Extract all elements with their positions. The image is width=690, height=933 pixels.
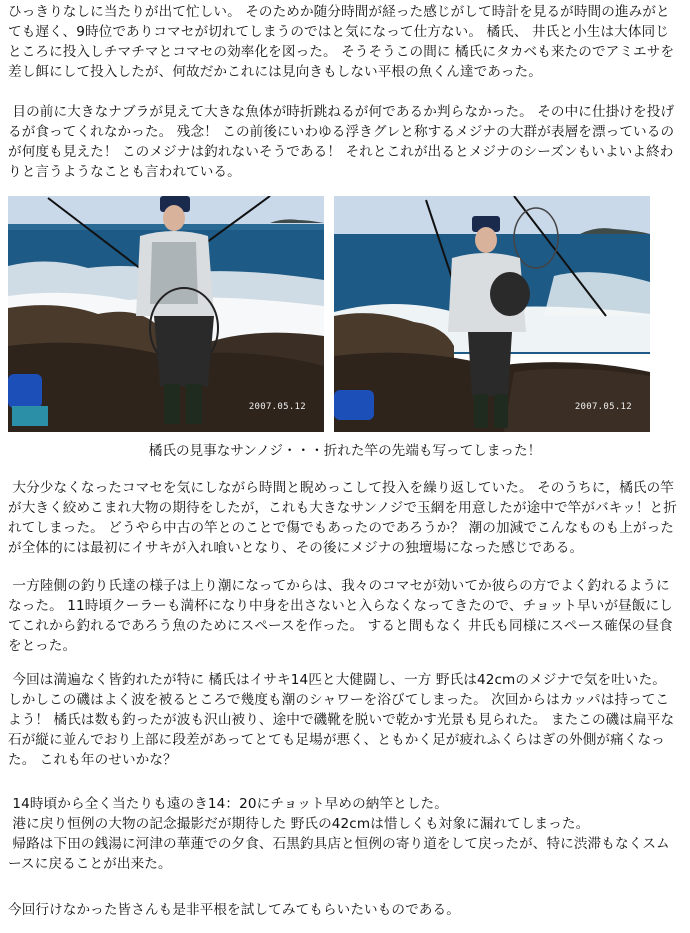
body-paragraph-7: 今回行けなかった皆さんも是非平根を試してみてもらいたいものである。 — [8, 902, 460, 918]
body-paragraph-2: 目の前に大きなナブラが見えて大きな魚体が時折跳ねるが何であるか判らなかった。 その中に仕掛けを投げるが食ってくれなかった。 残念！ この前後にいわゆる浮きグレと称するメジナの大群が表層を漂っているのが何度も見えた！ このメジナは釣れないそうである！ それとこれが出るとメジナのシーズンもいよいよ終わりと言うようなことも言われている。 — [8, 104, 675, 180]
body-paragraph-6: 14時頃から全く当たりも遠のき14：20にチョット早めの納竿とした。 港に戻り恒例の大物の記念撮影だが期待した 野氏の42cmは惜しくも対象に漏れてしまった。 帰路は下田の銭湯に河津の華蓮での夕食、石黒釣具店と恒例の寄り道をして戻ったが、特に渋滞もなくスムースに戻ることが出来た。 — [8, 796, 670, 872]
photo-left-image — [8, 196, 324, 432]
body-paragraph-4: 一方陸側の釣り氏達の様子は上り潮になってからは、我々のコマセが効いてか彼らの方でよく釣れるようになった。 11時頃クーラーも満杯になり中身を出さないと入らなくなってきたので、チョット早いが昼飯にしてこれから釣れるであろう魚のためにスペースを作った。 すると間もなく 井氏も同様にスペース確保の昼食をとった。 — [8, 578, 673, 654]
photo-right-image — [334, 196, 650, 432]
photo-caption: 橘氏の見事なサンノジ・・・折れた竿の先端も写ってしまった！ — [148, 443, 542, 459]
photo-angler-with-fish — [334, 196, 650, 432]
body-paragraph-5: 今回は満遍なく皆釣れたが特に 橘氏はイサキ14匹と大健闘し、一方 野氏は42cmのメジナで気を吐いた。 しかしこの磯はよく波を被るところで幾度も潮のシャワーを浴びてしまった。 次回からはカッパは持ってこよう！ 橘氏は数も釣ったが波も沢山被り、途中で磯靴を脱いで乾かす光景も見られた。 またこの磯は扁平な石が縦に並んでおり上部に段差があってとても足場が悪く、ともかく足が疲れふくらはぎの外側が痛くなった。 これも年のせいかな？ — [8, 672, 675, 768]
photo-angler-with-net — [8, 196, 324, 432]
photo-date-stamp: 2007.05.12 — [248, 402, 306, 412]
body-paragraph-1: ひっきりなしに当たりが出て忙しい。 そのためか随分時間が経った感じがして時計を見るが時間の進みがとても遅く、9時位でありコマセが切れてしまうのではと気になって仕方ない。 橘氏、 井氏と小生は大体同じところに投入しチマチマとコマセの効率化を図った。 そうそうこの間に 橘氏にタカベも来たのでアミエサを差し餌にして投入したが、何故だかこれには見向きもしない平根の魚くん達であった。 — [8, 4, 675, 80]
photo-date-stamp: 2007.05.12 — [574, 402, 632, 412]
body-paragraph-3: 大分少なくなったコマセを気にしながら時間と睨めっこして投入を繰り返していた。 そのうちに，橘氏の竿が大きく絞めこまれ大物の期待をしたが，これも大きなサンノジで玉網を用意したが途中で竿がバキッ！と折れてしまった。 どうやら中古の竿とのことで傷でもあったのであろうか？ 潮の加減でこんなものも上がったが全体的には最初にイサキが入れ喰いとなり、その後にメジナの独壇場になった感じである。 — [8, 480, 677, 556]
